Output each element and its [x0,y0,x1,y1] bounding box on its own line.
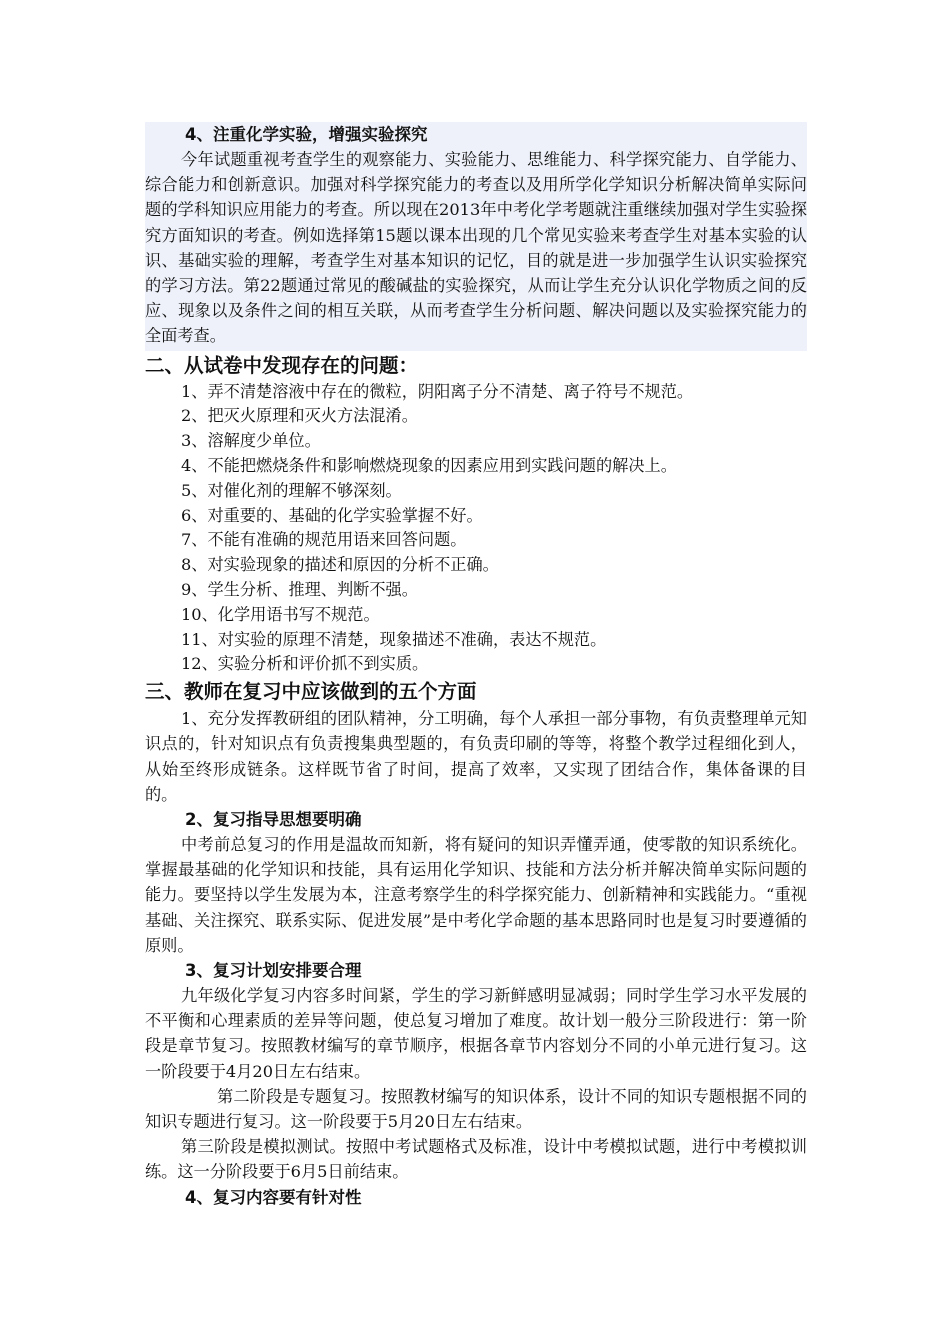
paragraph-plan-stage3: 第三阶段是模拟测试。按照中考试题格式及标准，设计中考模拟试题，进行中考模拟训练。这一分阶段要于6月5日前结束。 [145,1137,807,1182]
document-body [145,122,807,1210]
list-item: 1、弄不清楚溶液中存在的微粒，阴阳离子分不清楚、离子符号不规范。 [181,381,694,401]
list-item: 2、把灭火原理和灭火方法混淆。 [181,406,418,426]
paragraph-guidance: 中考前总复习的作用是温故而知新，将有疑问的知识弄懂弄通，使零散的知识系统化。掌握最基础的化学知识和技能，具有运用化学知识、技能和方法分析并解决简单实际问题的能力。要坚持以学生发展为本，注意考察学生的科学探究能力、创新精神和实践能力。“重视基础、关注探究、联系实际、促进发展”是中考化学命题的基本思路同时也是复习时要遵循的原则。 [145,835,807,955]
list-item: 4、不能把燃烧条件和影响燃烧现象的因素应用到实践问题的解决上。 [181,456,677,476]
paragraph-teamwork: 1、充分发挥教研组的团队精神，分工明确，每个人承担一部分事物，有负责整理单元知识点的，针对知识点有负责搜集典型题的，有负责印刷的等等，将整个教学过程细化到人，从始至终形成链条。这样既节省了时间，提高了效率，又实现了团结合作，集体备课的目的。 [145,709,807,804]
list-item: 7、不能有准确的规范用语来回答问题。 [181,530,467,550]
highlighted-block [145,122,807,351]
subsection-heading-guidance: 2、复习指导思想要明确 [185,810,362,829]
list-item: 3、溶解度少单位。 [181,431,321,451]
list-item: 8、对实验现象的描述和原因的分析不正确。 [181,555,499,575]
section-title-teacher: 三、教师在复习中应该做到的五个方面 [145,680,477,704]
problem-list [145,380,807,678]
paragraph-plan-stage1: 九年级化学复习内容多时间紧，学生的学习新鲜感明显减弱；同时学生学习水平发展的不平衡和心理素质的差异等问题，使总复习增加了难度。故计划一般分三阶段进行：第一阶段是章节复习。按照教材编写的章节顺序，根据各章节内容划分不同的小单元进行复习。这一阶段要于4月20日左右结束。 [145,986,807,1081]
list-item: 6、对重要的、基础的化学实验掌握不好。 [181,505,483,525]
subsection-heading-experiment: 4、注重化学实验，增强实验探究 [185,125,428,144]
paragraph-plan-stage2: 第二阶段是专题复习。按照教材编写的知识体系，设计不同的知识专题根据不同的知识专题进行复习。这一阶段要于5月20日左右结束。 [145,1086,807,1132]
subsection-heading-plan: 3、复习计划安排要合理 [185,961,362,981]
subsection-heading-targeted: 4、复习内容要有针对性 [185,1187,362,1207]
section-title-problems: 二、从试卷中发现存在的问题： [145,353,419,377]
list-item: 12、实验分析和评价抓不到实质。 [181,654,429,674]
paragraph-experiment: 今年试题重视考查学生的观察能力、实验能力、思维能力、科学探究能力、自学能力、综合能力和创新意识。加强对科学探究能力的考查以及用所学化学知识分析解决简单实际问题的学科知识应用能力的考查。所以现在2013年中考化学考题就注重继续加强对学生实验探究方面知识的考查。例如选择第15题以课本出现的几个常见实验来考查学生对基本实验的认识、基础实验的理解，考查学生对基本知识的记忆，目的就是进一步加强学生认识实验探究的学习方法。第22题通过常见的酸碱盐的实验探究，从而让学生充分认识化学物质之间的反应、现象以及条件之间的相互关联，从而考查学生分析问题、解决问题以及实验探究能力的全面考查。 [145,150,807,346]
list-item: 10、化学用语书写不规范。 [181,604,380,624]
list-item: 11、对实验的原理不清楚，现象描述不准确，表达不规范。 [181,629,607,649]
list-item: 9、学生分析、推理、判断不强。 [181,580,418,599]
list-item: 5、对催化剂的理解不够深刻。 [181,480,402,500]
